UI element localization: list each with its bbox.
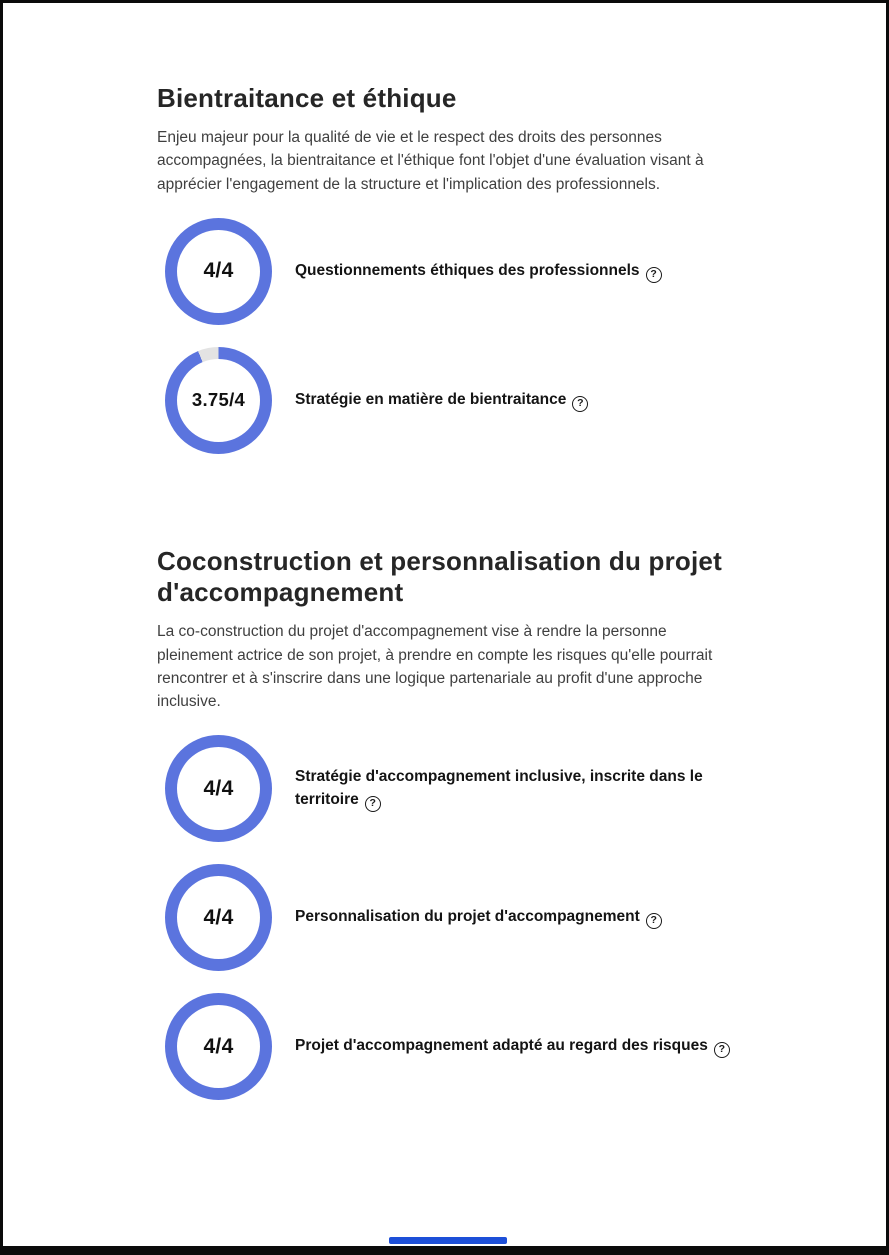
help-icon[interactable]: ? bbox=[646, 913, 662, 929]
score-donut bbox=[165, 218, 272, 325]
footer-indicator-bar bbox=[389, 1237, 507, 1244]
score-row bbox=[165, 735, 757, 842]
score-row bbox=[165, 864, 757, 971]
section-description: Enjeu majeur pour la qualité de vie et le respect des droits des personnes accompagnées, la bientraitance et l'éthique font l'objet d'une évaluation visant à apprécier l'engagement de la structure et l'implication des professionnels. bbox=[157, 129, 704, 193]
score-value: 3.75/4 bbox=[191, 389, 246, 411]
section-bientraitance bbox=[157, 83, 757, 454]
help-icon[interactable]: ? bbox=[714, 1042, 730, 1058]
score-label: Stratégie en matière de bientraitance ? bbox=[295, 389, 588, 412]
score-label: Projet d'accompagnement adapté au regard des risques ? bbox=[295, 1035, 730, 1058]
section-coconstruction bbox=[157, 546, 757, 1100]
score-value: 4/4 bbox=[203, 259, 234, 283]
section-description: La co-construction du projet d'accompagnement vise à rendre la personne pleinement actrice de son projet, à prendre en compte les risques qu'elle pourrait rencontrer et à s'inscrire dans une logique partenariale au profit d'une approche inclusive. bbox=[157, 623, 713, 711]
help-icon[interactable]: ? bbox=[572, 396, 588, 412]
section-title: Bientraitance et éthique bbox=[157, 83, 457, 113]
section-title: Coconstruction et personnalisation du projet d'accompagnement bbox=[157, 545, 722, 608]
score-row bbox=[165, 218, 757, 325]
score-row bbox=[165, 347, 757, 454]
score-donut bbox=[165, 735, 272, 842]
score-row bbox=[165, 993, 757, 1100]
score-donut bbox=[165, 993, 272, 1100]
score-label: Personnalisation du projet d'accompagnement ? bbox=[295, 906, 662, 929]
score-value: 4/4 bbox=[203, 776, 234, 800]
score-donut bbox=[165, 864, 272, 971]
score-value: 4/4 bbox=[203, 1034, 234, 1058]
score-label: Stratégie d'accompagnement inclusive, inscrite dans le territoire ? bbox=[295, 766, 747, 811]
score-donut bbox=[165, 347, 272, 454]
score-label: Questionnements éthiques des professionnels ? bbox=[295, 260, 662, 283]
help-icon[interactable]: ? bbox=[646, 267, 662, 283]
report-content bbox=[3, 3, 757, 1100]
help-icon[interactable]: ? bbox=[365, 796, 381, 812]
score-value: 4/4 bbox=[203, 905, 234, 929]
